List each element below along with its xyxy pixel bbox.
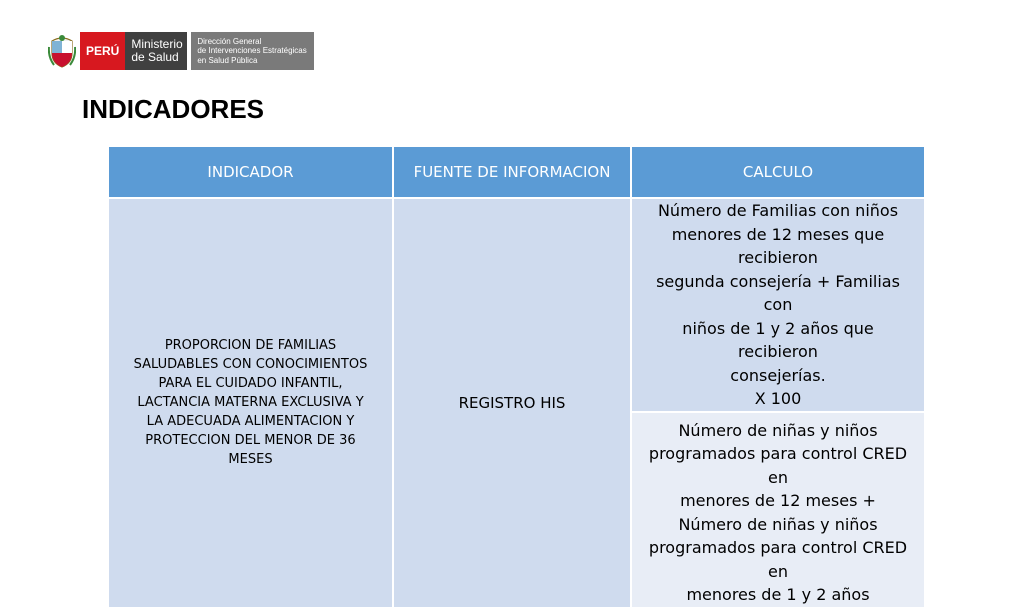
direccion-line: Dirección General [197, 36, 262, 46]
page-title: INDICADORES [82, 94, 265, 124]
calculo-numerador-cell [631, 198, 925, 412]
table-row [108, 198, 925, 412]
ministerio-line: Ministerio [131, 37, 183, 51]
column-header-calculo: CALCULO [631, 146, 925, 198]
ministry-logo [48, 32, 314, 70]
direccion-label [191, 32, 314, 70]
indicador-line: MESES [228, 452, 273, 468]
column-header-indicador: INDICADOR [108, 146, 393, 198]
indicador-line: LACTANCIA MATERNA EXCLUSIVA Y [137, 395, 364, 411]
indicators-table [107, 145, 926, 609]
ministerio-label [125, 32, 187, 70]
calculo-line: programados para control CRED en [648, 538, 908, 581]
indicador-line: PARA EL CUIDADO INFANTIL, [158, 376, 343, 392]
column-header-fuente: FUENTE DE INFORMACION [393, 146, 631, 198]
indicador-line: PROPORCION DE FAMILIAS [164, 338, 337, 354]
peru-label: PERÚ [80, 32, 125, 70]
calculo-line: Número de niñas y niños [678, 514, 878, 534]
indicador-line: SALUDABLES CON CONOCIMIENTOS [133, 357, 368, 373]
fuente-cell: REGISTRO HIS [393, 198, 631, 608]
peru-coat-of-arms-icon [48, 32, 76, 70]
indicador-line: LA ADECUADA ALIMENTACION Y [146, 414, 355, 430]
calculo-line: menores de 12 meses que recibieron [671, 224, 885, 267]
calculo-line: menores de 1 y 2 años [686, 585, 870, 604]
calculo-line: segunda consejería + Familias con [656, 271, 900, 314]
calculo-line: menores de 12 meses + [680, 491, 876, 510]
table-header-row [108, 146, 925, 198]
indicador-line: PROTECCION DEL MENOR DE 36 [145, 433, 356, 449]
ministerio-line: de Salud [131, 50, 179, 64]
calculo-line: Número de Familias con niños [657, 201, 899, 220]
calculo-line: Número de niñas y niños [678, 420, 878, 440]
calculo-line: niños de 1 y 2 años que recibieron [682, 318, 874, 361]
calculo-denominador-cell [631, 412, 925, 608]
calculo-line: consejerías. [730, 365, 826, 385]
indicador-cell [108, 198, 393, 608]
calculo-line: programados para control CRED en [648, 444, 908, 487]
direccion-line: en Salud Pública [197, 55, 258, 65]
direccion-line: de Intervenciones Estratégicas [197, 46, 307, 56]
calculo-line: X 100 [754, 389, 802, 408]
